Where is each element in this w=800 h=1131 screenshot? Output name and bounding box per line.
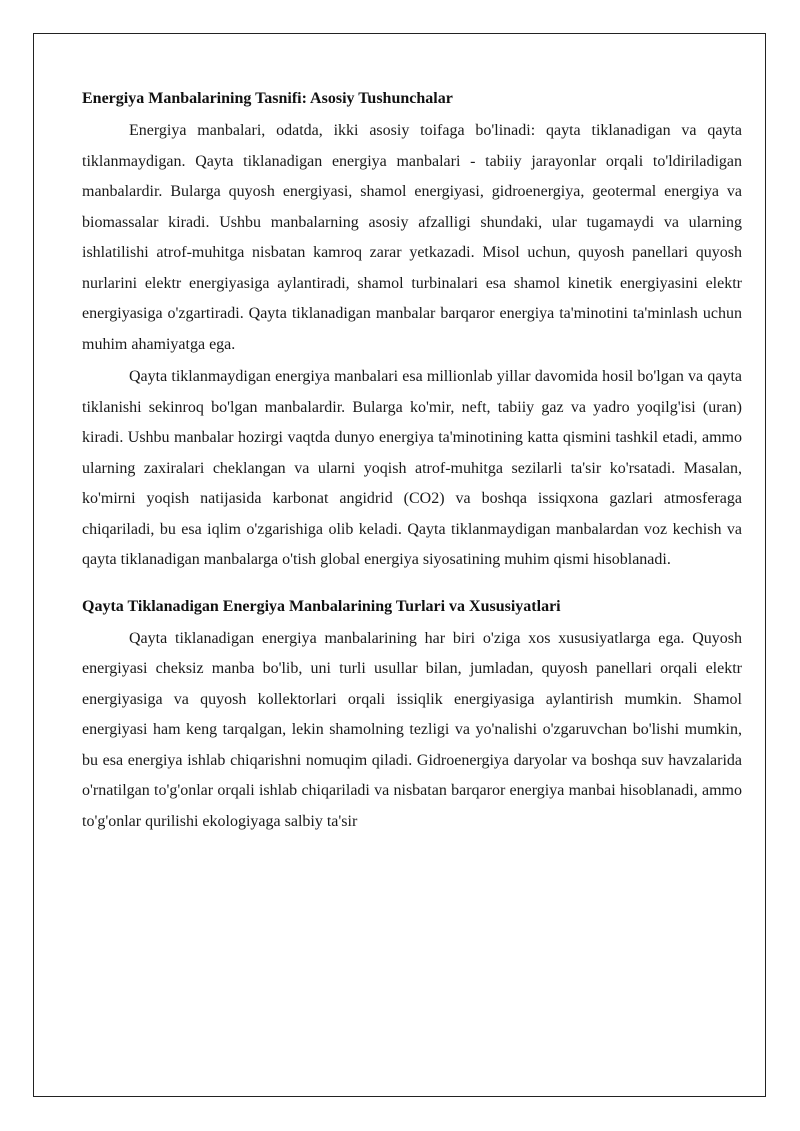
section-heading-2: Qayta Tiklanadigan Energiya Manbalarining Turlari va Xususiyatlari (82, 597, 561, 615)
paragraph-1: Energiya manbalari, odatda, ikki asosiy toifaga bo'linadi: qayta tiklanadigan va qayta tiklanmaydigan. Qayta tiklanadigan energiya manbalari - tabiiy jarayonlar orqali to'ldiriladigan manbalardir. Bularga quyosh energiyasi, shamol energiyasi, gidroenergiya, geotermal energiya va biomassalar kiradi. Ushbu manbalarning asosiy afzalligi shundaki, ular tugamaydi va ularning ishlatilishi atrof-muhitga nisbatan kamroq zarar yetkazadi. Misol uchun, quyosh panellari quyosh nurlarini elektr energiyasiga aylantiradi, shamol turbinalari esa shamol kinetik energiyasini elektr energiyasiga o'zgartiradi. Qayta tiklanadigan manbalar barqaror energiya ta'minotini ta'minlash uchun muhim ahamiyatga ega. (82, 122, 742, 353)
paragraph-2: Qayta tiklanmaydigan energiya manbalari esa millionlab yillar davomida hosil bo'lgan va qayta tiklanishi sekinroq bo'lgan manbalardir. Bularga ko'mir, neft, tabiiy gaz va yadro yoqilg'isi (uran) kiradi. Ushbu manbalar hozirgi vaqtda dunyo energiya ta'minotining katta qismini tashkil etadi, ammo ularning zaxiralari cheklangan va ularni yoqish atrof-muhitga sezilarli ta'sir ko'rsatadi. Masalan, ko'mirni yoqish natijasida karbonat angidrid (CO2) va boshqa issiqxona gazlari atmosferaga chiqariladi, bu esa iqlim o'zgarishiga olib keladi. Qayta tiklanmaydigan manbalardan voz kechish va qayta tiklanadigan manbalarga o'tish global energiya siyosatining muhim qismi hisoblanadi. (82, 368, 742, 568)
paragraph-3: Qayta tiklanadigan energiya manbalarining har biri o'ziga xos xususiyatlarga ega. Quyosh energiyasi cheksiz manba bo'lib, uni turli usullar bilan, jumladan, quyosh panellari orqali elektr energiyasiga va quyosh kollektorlari orqali issiqlik energiyasiga aylantirish mumkin. Shamol energiyasi ham keng tarqalgan, lekin shamolning tezligi va yo'nalishi o'zgaruvchan bo'lishi mumkin, bu esa energiya ishlab chiqarishni nomuqim qiladi. Gidroenergiya daryolar va boshqa suv havzalarida o'rnatilgan to'g'onlar orqali ishlab chiqariladi va nisbatan barqaror energiya manbai hisoblanadi, ammo to'g'onlar qurilishi ekologiyaga salbiy ta'sir (82, 629, 742, 830)
section-heading-1: Energiya Manbalarining Tasnifi: Asosiy Tushunchalar (82, 90, 453, 107)
document-body (82, 74, 742, 839)
